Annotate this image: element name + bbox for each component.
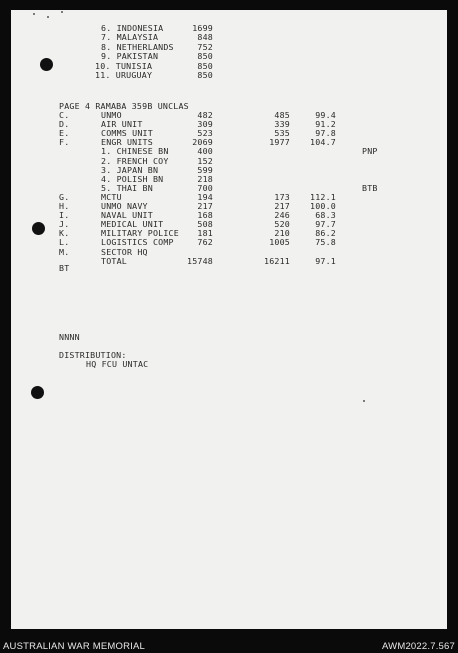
row-percent: 99.4: [315, 110, 336, 120]
row-unit: COMMS UNIT: [101, 128, 153, 139]
row-letter: F.: [59, 137, 70, 148]
row-actual: 339: [274, 119, 290, 130]
row-letter: H.: [59, 201, 70, 211]
country-list-item-value: 850: [197, 70, 213, 80]
row-authorized: 168: [197, 210, 213, 221]
row-actual: 535: [274, 128, 290, 139]
row-authorized: 218: [197, 173, 213, 184]
row-unit: NAVAL UNIT: [101, 210, 153, 221]
row-unit: 5. THAI BN: [101, 182, 153, 193]
country-list-item-label: 7. MALAYSIA: [101, 32, 159, 43]
row-unit: MEDICAL UNIT: [101, 219, 164, 230]
paper-speck: [33, 13, 35, 15]
row-unit: 3. JAPAN BN: [101, 164, 159, 175]
footer-accession-number: AWM2022.7.567: [381, 641, 455, 652]
row-unit: 4. POLISH BN: [101, 173, 164, 184]
bt-marker: BT: [59, 263, 70, 273]
row-letter: E.: [59, 128, 70, 139]
row-authorized: 309: [197, 119, 213, 130]
row-percent: 100.0: [310, 201, 336, 211]
row-percent: 112.1: [310, 191, 336, 202]
row-authorized: 400: [197, 146, 213, 157]
row-authorized: 152: [197, 155, 213, 166]
row-unit: ENGR UNITS: [101, 137, 153, 148]
paper-speck: [363, 400, 365, 402]
page-header: PAGE 4 RAMABA 359B UNCLAS: [59, 101, 189, 111]
row-authorized: 700: [197, 182, 213, 193]
row-authorized: 482: [197, 110, 213, 120]
row-percent: 68.3: [315, 210, 336, 221]
country-list-item-value: 850: [197, 51, 213, 62]
row-percent: 104.7: [310, 137, 336, 148]
row-actual: 210: [274, 228, 290, 239]
row-authorized: 508: [197, 219, 213, 230]
row-unit: SECTOR HQ: [101, 246, 148, 257]
country-list-item-label: 8. NETHERLANDS: [101, 41, 174, 52]
row-letter: C.: [59, 110, 70, 120]
row-actual: 217: [274, 201, 290, 211]
row-percent: 97.7: [315, 219, 336, 230]
row-percent: 75.8: [315, 237, 336, 248]
row-authorized: 15748: [187, 255, 213, 266]
row-actual: 1977: [269, 137, 290, 148]
row-letter: M.: [59, 246, 70, 257]
row-unit: 2. FRENCH COY: [101, 155, 169, 166]
row-letter: J.: [59, 219, 70, 230]
row-unit: UNMO NAVY: [101, 201, 148, 211]
row-unit: MILITARY POLICE: [101, 228, 179, 239]
punch-hole: [32, 222, 45, 235]
row-authorized: 217: [197, 201, 213, 211]
row-actual: 246: [274, 210, 290, 221]
row-unit: 1. CHINESE BN: [101, 146, 169, 157]
country-list-item-label: 9. PAKISTAN: [101, 51, 159, 62]
footer-institution: AUSTRALIAN WAR MEMORIAL: [3, 641, 146, 652]
row-letter: I.: [59, 210, 70, 221]
row-authorized: 181: [197, 228, 213, 239]
row-letter: D.: [59, 119, 70, 130]
row-unit: LOGISTICS COMP: [101, 237, 174, 248]
country-list-item-value: 848: [197, 32, 213, 43]
country-list-item-value: 850: [197, 60, 213, 71]
row-authorized: 2069: [192, 137, 213, 148]
row-note: BTB: [362, 182, 378, 193]
row-authorized: 599: [197, 164, 213, 175]
row-authorized: 523: [197, 128, 213, 139]
row-percent: 91.2: [315, 119, 336, 130]
row-note: PNP: [362, 146, 378, 157]
row-unit: AIR UNIT: [101, 119, 143, 130]
country-list-item-label: 6. INDONESIA: [101, 23, 164, 33]
country-list-item-value: 1699: [192, 23, 213, 33]
paper-speck: [47, 16, 49, 18]
punch-hole: [40, 58, 53, 71]
nnnn-marker: NNNN: [59, 332, 80, 342]
country-list-item-label: 11. URUGUAY: [95, 70, 153, 80]
row-actual: 16211: [264, 255, 290, 266]
row-percent: 97.8: [315, 128, 336, 139]
distribution-label: DISTRIBUTION:: [59, 350, 127, 360]
row-percent: 86.2: [315, 228, 336, 239]
row-actual: 1005: [269, 237, 290, 248]
row-actual: 520: [274, 219, 290, 230]
row-letter: K.: [59, 228, 70, 239]
country-list-item-value: 752: [197, 41, 213, 52]
row-actual: 485: [274, 110, 290, 120]
row-percent: 97.1: [315, 255, 336, 266]
row-unit: TOTAL: [101, 255, 127, 266]
row-authorized: 762: [197, 237, 213, 248]
row-unit: MCTU: [101, 191, 122, 202]
row-letter: L.: [59, 237, 70, 248]
row-authorized: 194: [197, 191, 213, 202]
distribution-value: HQ FCU UNTAC: [86, 359, 149, 369]
row-unit: UNMO: [101, 110, 122, 120]
row-letter: G.: [59, 191, 70, 202]
country-list-item-label: 10. TUNISIA: [95, 60, 153, 71]
punch-hole: [31, 386, 44, 399]
row-actual: 173: [274, 191, 290, 202]
paper-speck: [61, 11, 63, 13]
